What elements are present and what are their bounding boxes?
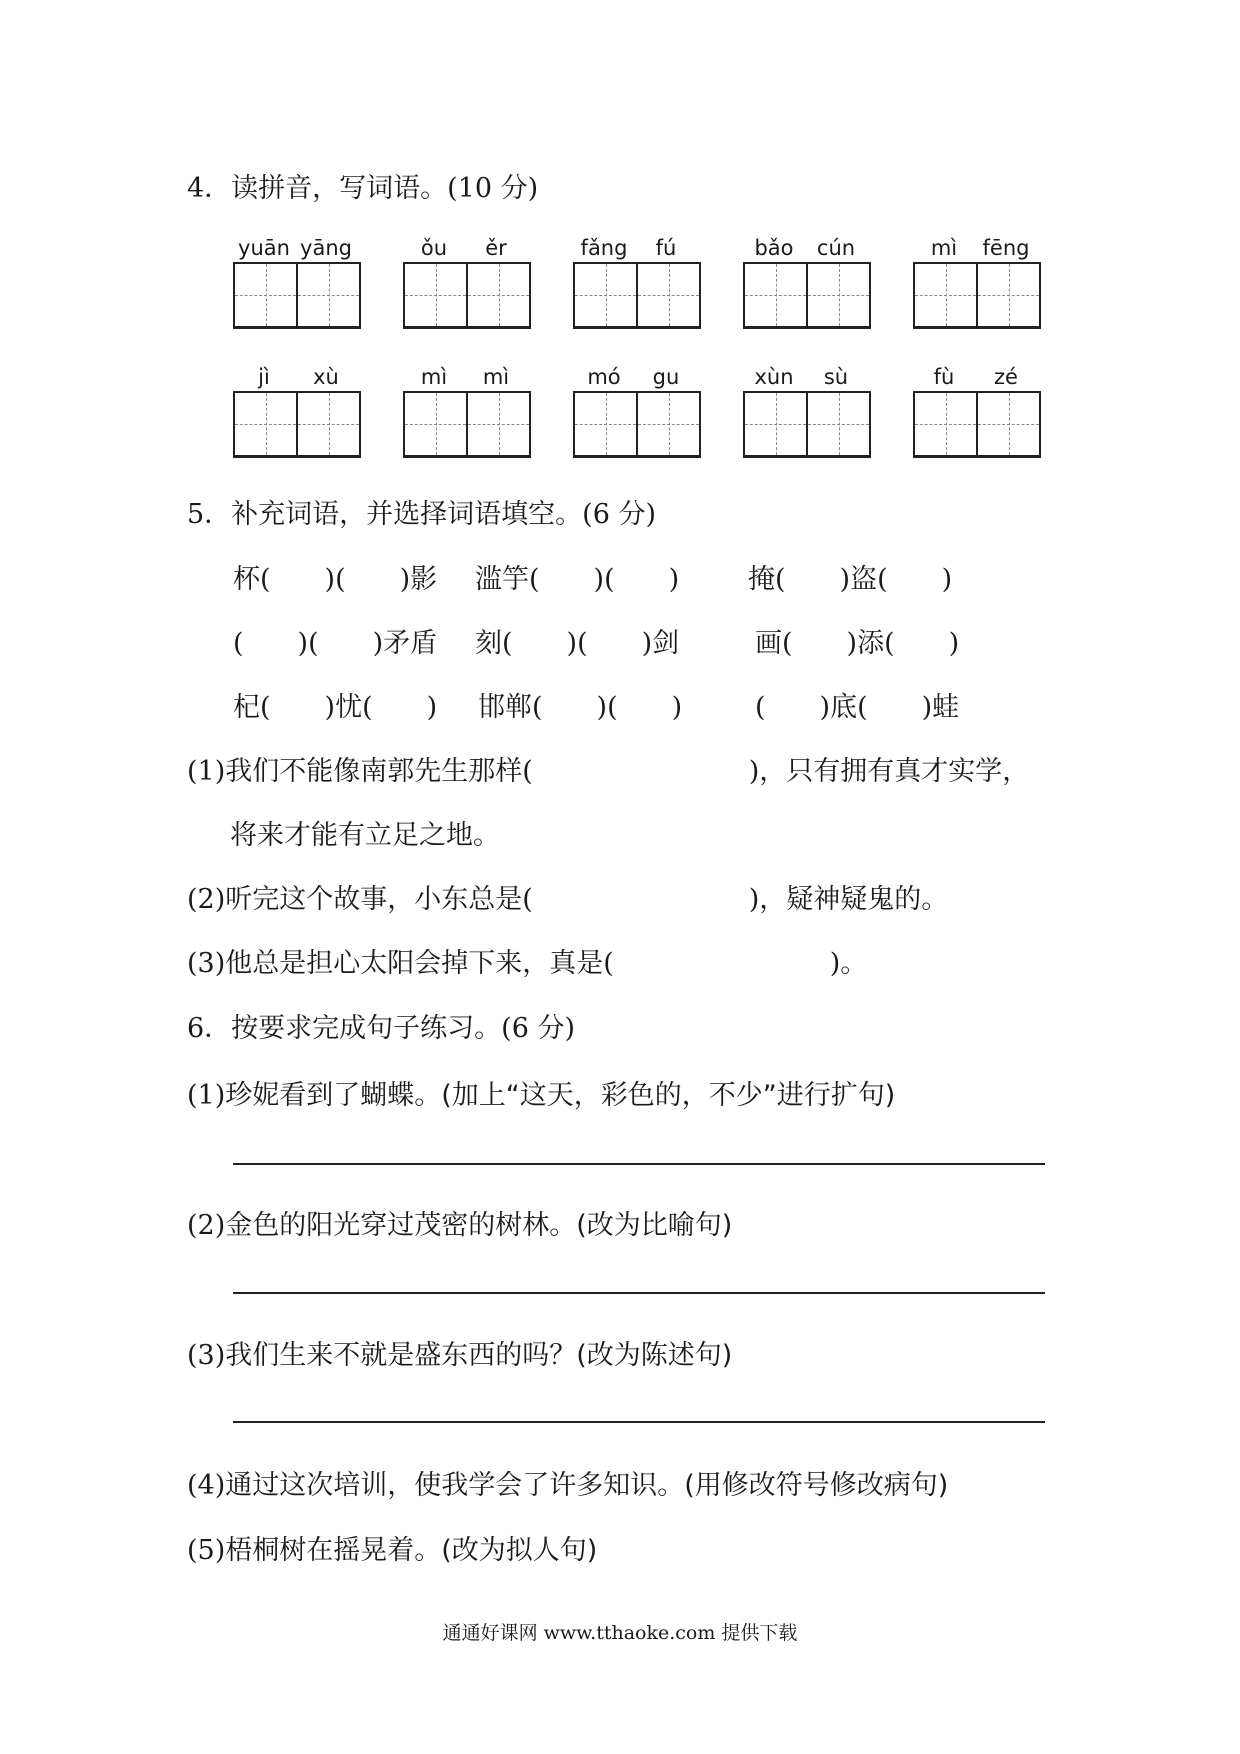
pinyin-syllable: yuān	[238, 236, 290, 260]
character-boxes[interactable]	[913, 262, 1041, 329]
pinyin-syllable: mó	[587, 365, 621, 389]
character-boxes[interactable]	[573, 391, 701, 458]
q4-title: 4．读拼音，写词语。(10 分)	[187, 173, 539, 204]
pinyin-syllable: ǒu	[420, 236, 448, 260]
pinyin-syllable: mì	[482, 365, 510, 389]
pinyin-syllable: mì	[420, 365, 448, 389]
character-boxes[interactable]	[403, 262, 531, 329]
answer-line[interactable]	[233, 1421, 1045, 1423]
character-boxes[interactable]	[743, 391, 871, 458]
fill-sentence-3[interactable]: (3)他总是担心太阳会掉下来，真是( )。	[187, 948, 868, 979]
idiom-blank[interactable]: ( )( )矛盾	[233, 628, 438, 659]
sentence-exercise-3	[187, 1333, 732, 1372]
pinyin-syllable: mì	[930, 236, 958, 260]
pinyin-syllable: jì	[258, 365, 270, 389]
pinyin-syllable: xùn	[754, 365, 794, 389]
pinyin-syllable: xù	[313, 365, 339, 389]
sentence-exercise-1	[187, 1073, 895, 1112]
sentence-text: (3)我们生来不就是盛东西的吗？	[187, 1340, 577, 1371]
idiom-blank[interactable]: 滥竽( )( )	[475, 564, 680, 595]
pinyin-syllable: fēng	[982, 236, 1030, 260]
pinyin-syllable: zé	[994, 365, 1018, 389]
sentence-text: (5)梧桐树在摇晃着。	[187, 1535, 442, 1566]
instruction-hint: (改为比喻句)	[576, 1210, 733, 1241]
sentence-text: (1)珍妮看到了蝴蝶。	[187, 1080, 442, 1111]
pinyin-syllable: fù	[933, 365, 955, 389]
fill-sentence-1[interactable]: (1)我们不能像南郭先生那样( )，只有拥有真才实学，	[187, 756, 1030, 787]
character-boxes[interactable]	[233, 262, 361, 329]
pinyin-syllable: yāng	[300, 236, 352, 260]
idiom-blank[interactable]: 刻( )( )剑	[475, 628, 680, 659]
character-boxes[interactable]	[233, 391, 361, 458]
idiom-blank[interactable]: ( )底( )蛙	[755, 692, 960, 723]
pinyin-syllable: ěr	[485, 236, 507, 260]
instruction-hint: (加上“这天，彩色的，不少”进行扩句)	[441, 1080, 896, 1111]
fill-sentence-2[interactable]: (2)听完这个故事，小东总是( )，疑神疑鬼的。	[187, 884, 949, 915]
sentence-text: (2)金色的阳光穿过茂密的树林。	[187, 1210, 577, 1241]
sentence-exercise-4	[187, 1463, 948, 1502]
character-boxes[interactable]	[743, 262, 871, 329]
answer-line[interactable]	[233, 1292, 1045, 1294]
idiom-blank[interactable]: 画( )添( )	[755, 628, 960, 659]
pinyin-syllable: fǎng	[580, 236, 628, 260]
sentence-exercise-5	[187, 1528, 597, 1567]
sentence-text: (4)通过这次培训，使我学会了许多知识。	[187, 1470, 685, 1501]
idiom-blank[interactable]: 杞( )忧( )	[233, 692, 438, 723]
pinyin-syllable: fú	[655, 236, 677, 260]
footer-credit: 通通好课网 www.tthaoke.com 提供下载	[442, 1622, 798, 1644]
instruction-hint: (用修改符号修改病句)	[684, 1470, 949, 1501]
idiom-blank[interactable]: 邯郸( )( )	[478, 692, 683, 723]
idiom-blank[interactable]: 杯( )( )影	[233, 564, 438, 595]
fill-sentence-1-cont: 将来才能有立足之地。	[230, 820, 500, 851]
q6-title: 6．按要求完成句子练习。(6 分)	[187, 1013, 576, 1044]
q5-title: 5．补充词语，并选择词语填空。(6 分)	[187, 499, 657, 530]
idiom-blank[interactable]: 掩( )盗( )	[748, 564, 953, 595]
instruction-hint: (改为陈述句)	[576, 1340, 733, 1371]
sentence-exercise-2	[187, 1203, 732, 1242]
pinyin-syllable: bǎo	[754, 236, 794, 260]
character-boxes[interactable]	[573, 262, 701, 329]
instruction-hint: (改为拟人句)	[441, 1535, 598, 1566]
pinyin-syllable: gu	[652, 365, 680, 389]
character-boxes[interactable]	[403, 391, 531, 458]
pinyin-syllable: cún	[816, 236, 856, 260]
character-boxes[interactable]	[913, 391, 1041, 458]
answer-line[interactable]	[233, 1163, 1045, 1165]
pinyin-syllable: sù	[823, 365, 849, 389]
